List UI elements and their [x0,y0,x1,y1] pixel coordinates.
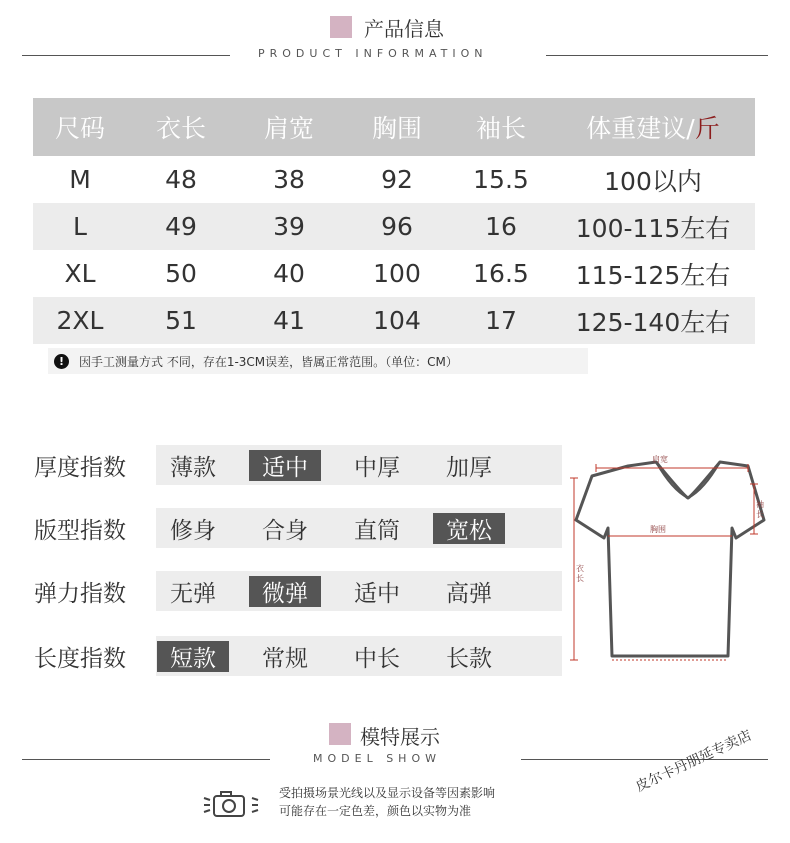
table-cell: 49 [165,212,197,241]
size-table-header [33,98,755,156]
option-standard: 常规 [262,645,308,672]
option-thin: 薄款 [170,454,216,481]
size-table [33,98,755,344]
table-cell: 125-140左右 [575,307,731,337]
table-cell: 16.5 [473,259,529,288]
option-slight-stretch-selected: 微弹 [249,576,321,607]
option-long: 长款 [446,645,492,672]
table-cell: 16 [485,212,517,241]
table-cell: 40 [273,259,305,288]
table-cell: 2XL [56,306,104,335]
camera-icon [202,789,260,823]
header-weight-label: 体重建议/ [586,114,695,143]
exclamation-icon: ! [54,354,69,369]
index-label: 版型指数 [34,517,126,544]
header-weight-unit: 斤 [694,114,720,143]
table-cell: 48 [165,165,197,194]
note-text: 因手工测量方式 不同，存在1-3CM误差，皆属正常范围。（单位：CM） [79,354,458,369]
table-cell: 92 [381,165,413,194]
color-disclaimer-line2: 可能存在一定色差，颜色以实物为准 [279,804,472,818]
table-cell: 96 [381,212,413,241]
tshirt-measurement-diagram [568,448,768,670]
index-options [156,571,562,611]
index-options [156,508,562,548]
header-cell: 肩宽 [263,114,314,143]
table-cell: 17 [485,306,517,335]
table-cell: 38 [273,165,305,194]
table-cell: 100 [373,259,421,288]
table-row [33,297,755,344]
option-thick: 加厚 [446,454,492,481]
table-cell: 115-125左右 [575,260,731,290]
option-no-stretch: 无弹 [170,580,216,607]
elasticity-index [34,571,562,611]
header-cell: 衣长 [155,114,206,143]
option-moderate-selected: 适中 [249,450,321,481]
option-medium-thick: 中厚 [354,454,400,481]
table-cell: 51 [165,306,197,335]
product-info-subtitle: PRODUCT INFORMATION [258,47,488,60]
section-marker [330,16,352,38]
divider-left [22,759,270,760]
model-show-subtitle: MODEL SHOW [313,752,441,765]
header-cell: 胸围 [371,114,422,143]
table-row [33,203,755,250]
option-high-stretch: 高弹 [446,580,492,607]
table-cell: 41 [273,306,305,335]
chest-label: 胸围 [650,525,666,534]
header-cell: 袖长 [475,114,526,143]
index-label: 弹力指数 [34,580,126,607]
divider-left [22,55,230,56]
index-label: 厚度指数 [34,454,126,481]
option-loose-selected: 宽松 [433,513,505,544]
table-cell: 39 [273,212,305,241]
table-cell: 104 [373,306,421,335]
table-cell: XL [64,259,96,288]
table-cell: L [73,212,87,241]
index-options [156,445,562,485]
table-cell: M [69,165,91,194]
table-row [33,156,755,203]
table-cell: 15.5 [473,165,529,194]
option-mid-length: 中长 [354,645,400,672]
section-marker [329,723,351,745]
store-watermark: 皮尔卡丹朋延专卖店 [633,727,755,796]
tshirt-icon [568,448,768,670]
divider-right [521,759,768,760]
divider-right [546,55,768,56]
shoulder-label: 肩宽 [652,455,668,464]
measurement-note [48,348,588,374]
table-cell: 100以内 [604,166,702,196]
sleeve-label: 袖长 [756,500,764,519]
index-options [156,636,562,676]
length-index [34,636,562,676]
model-show-title: 模特展示 [360,725,440,749]
thickness-index [34,445,562,485]
option-straight: 直筒 [354,517,400,544]
option-short-selected: 短款 [157,641,229,672]
length-label: 衣长 [576,564,584,583]
fit-index [34,508,562,548]
option-moderate: 适中 [354,580,400,607]
table-row [33,250,755,297]
table-cell: 50 [165,259,197,288]
header-cell: 尺码 [54,114,105,143]
option-slim: 修身 [170,517,216,544]
index-label: 长度指数 [34,645,126,672]
table-cell: 100-115左右 [575,213,731,243]
product-info-title: 产品信息 [364,17,444,41]
option-regular: 合身 [262,517,308,544]
color-disclaimer-line1: 受拍摄场景光线以及显示设备等因素影响 [279,786,496,800]
header-cell-weight [551,109,755,145]
